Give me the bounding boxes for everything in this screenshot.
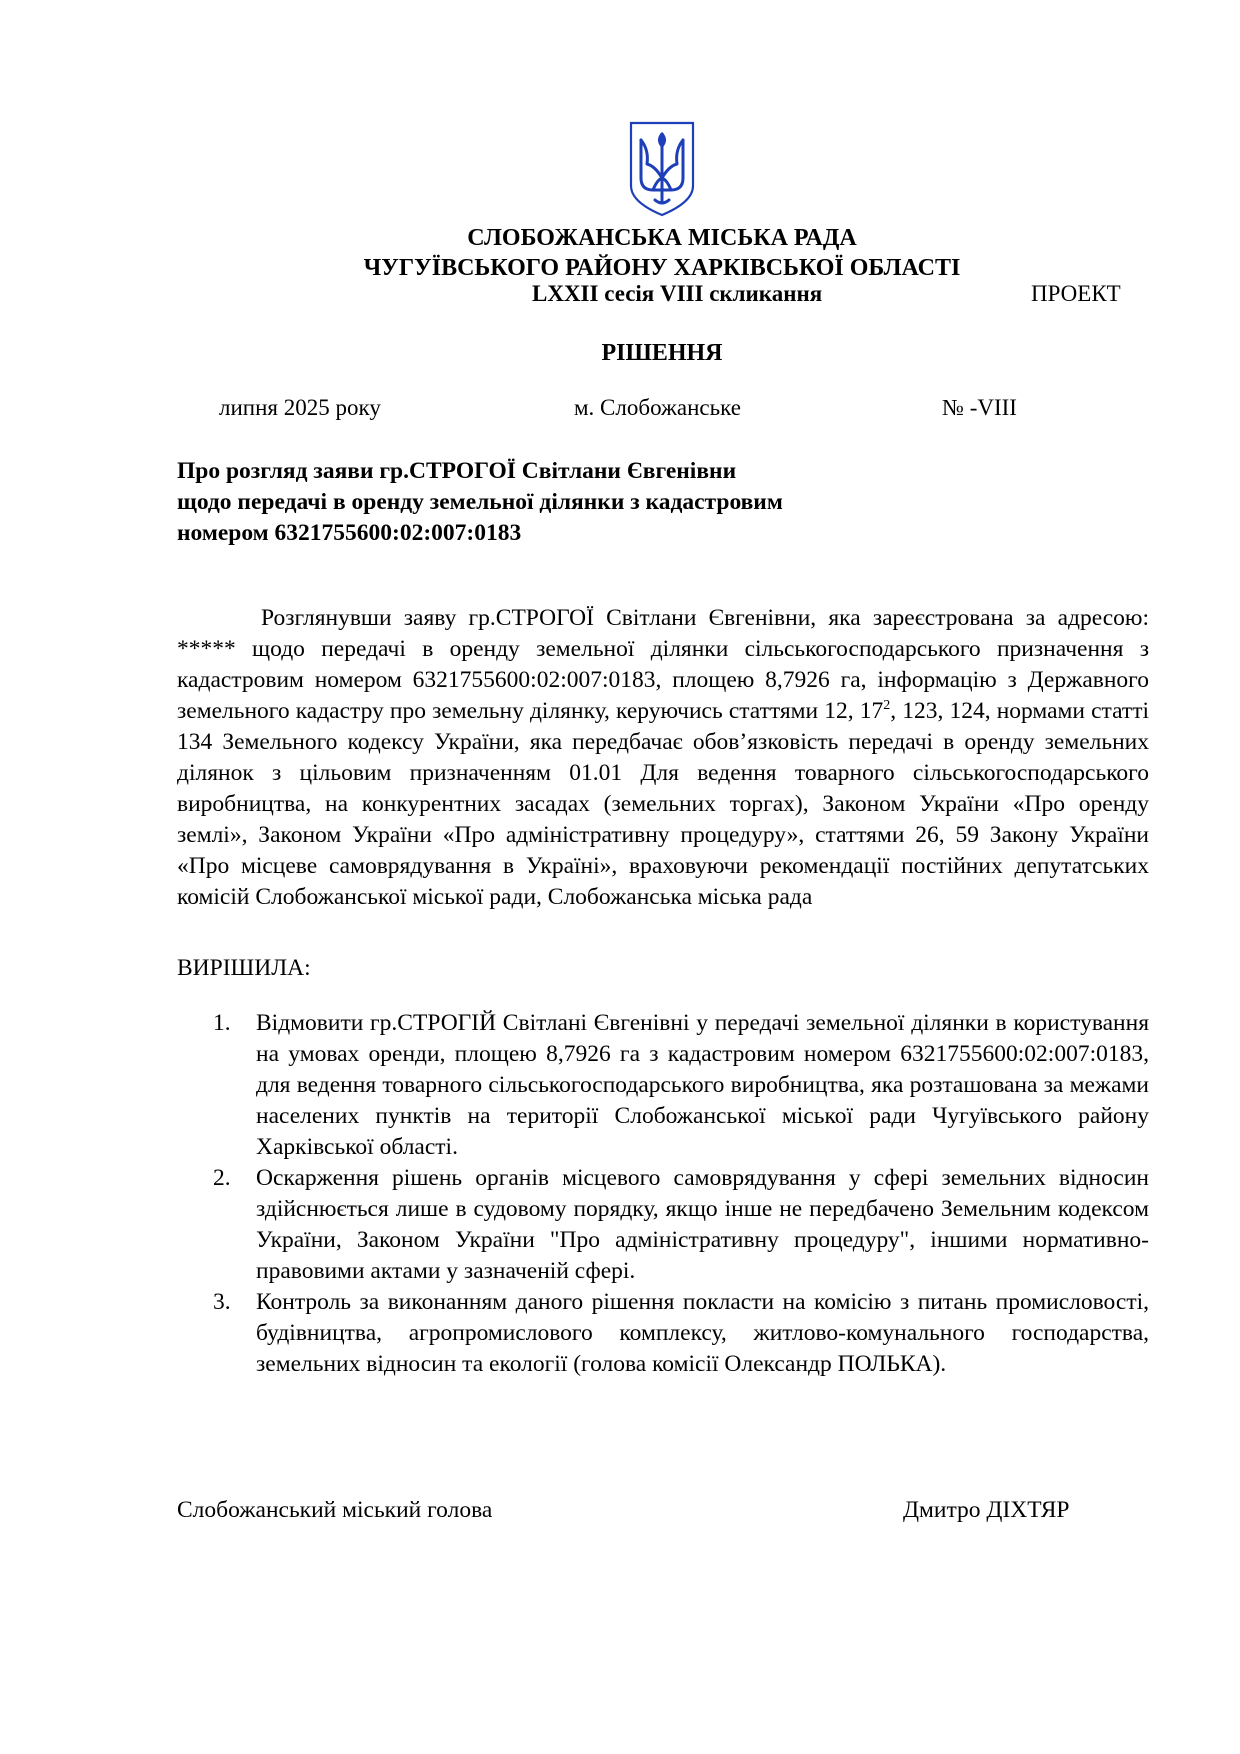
- subject-line: номером 6321755600:02:007:0183: [177, 520, 522, 546]
- item-text: Контроль за виконанням даного рішення покласти на комісію з питань промисловості, будівництва, агропромислового комплексу, житлово-комунального господарства, земельних відносин та екології (голова комісії Олександр ПОЛЬКА).: [256, 1289, 1149, 1377]
- preamble-paragraph: [177, 603, 1149, 913]
- signatory-position: Слобожанський міський голова: [177, 1497, 493, 1523]
- item-number: 1.: [213, 1010, 231, 1036]
- item-text: Оскарження рішень органів місцевого самоврядування у сфері земельних відносин здійснюється лише в судовому порядку, якщо інше не передбачено Земельним кодексом України, Законом України "Про адміністративну процедуру", іншими нормативно-правовими актами у зазначеній сфері.: [256, 1165, 1149, 1284]
- session-label: LXXII сесія VIII скликання: [532, 281, 823, 306]
- project-label: ПРОЕКТ: [1031, 281, 1121, 306]
- list-item: [177, 1287, 1149, 1380]
- item-number: 2.: [213, 1165, 231, 1191]
- council-name: СЛОБОЖАНСЬКА МІСЬКА РАДА: [467, 225, 857, 251]
- district-name: ЧУГУЇВСЬКОГО РАЙОНУ ХАРКІВСЬКОЇ ОБЛАСТІ: [363, 255, 961, 281]
- preamble-text: Розглянувши заяву гр.СТРОГОЇ Світлани Євгенівни, яка зареєстрована за адресою: ***** щодо передачі в оренду земельної ділянки сільськогосподарського призначення з кадастровим номером 6321755600:02:007:0183, площею 8,7926 га, інформацію з Державного земельного кадастру про земельну ділянку, керуючись статтями 12, 17: [177, 605, 1149, 724]
- item-text: Відмовити гр.СТРОГІЙ Світлані Євгенівні у передачі земельної ділянки в користування на умовах оренди, площею 8,7926 га з кадастровим номером 6321755600:02:007:0183, для ведення товарного сільськогосподарського виробництва, яка розташована за межами населених пунктів на території Слобожанської міської ради Чугуївського району Харківської області.: [256, 1010, 1149, 1160]
- decision-date: липня 2025 року: [219, 395, 381, 420]
- subject-line: щодо передачі в оренду земельної ділянки з кадастровим: [177, 489, 783, 515]
- signatory-name: Дмитро ДІХТЯР: [903, 1497, 1070, 1523]
- item-number: 3.: [213, 1289, 231, 1315]
- subject-line: Про розгляд заяви гр.СТРОГОЇ Світлани Євгенівни: [177, 458, 737, 484]
- preamble-text: , 123, 124, нормами статті 134 Земельного кодексу України, яка передбачає обов’язковість передачі в оренду земельних ділянок з цільовим призначенням 01.01 Для ведення товарного сільськогосподарського виробництва, на конкурентних засадах (земельних торгах), Законом України «Про оренду землі», Законом України «Про адміністративну процедуру», статтями 26, 59 Закону України «Про місцеве самоврядування в Україні», враховуючи рекомендації постійних депутатських комісій Слобожанської міської ради, Слобожанська міська рада: [177, 698, 1149, 910]
- list-item: [177, 1163, 1149, 1287]
- preamble-superscript: 2: [883, 698, 891, 714]
- list-item: [177, 1008, 1149, 1163]
- tryzub-coat-of-arms-icon: [627, 120, 697, 218]
- decision-number: № -VIII: [942, 395, 1017, 420]
- decision-subject: [177, 456, 897, 549]
- decision-items-list: [177, 1008, 1149, 1380]
- decision-place: м. Слобожанське: [574, 395, 741, 420]
- decided-label: ВИРІШИЛА:: [177, 955, 311, 981]
- decision-title: РІШЕННЯ: [601, 340, 723, 366]
